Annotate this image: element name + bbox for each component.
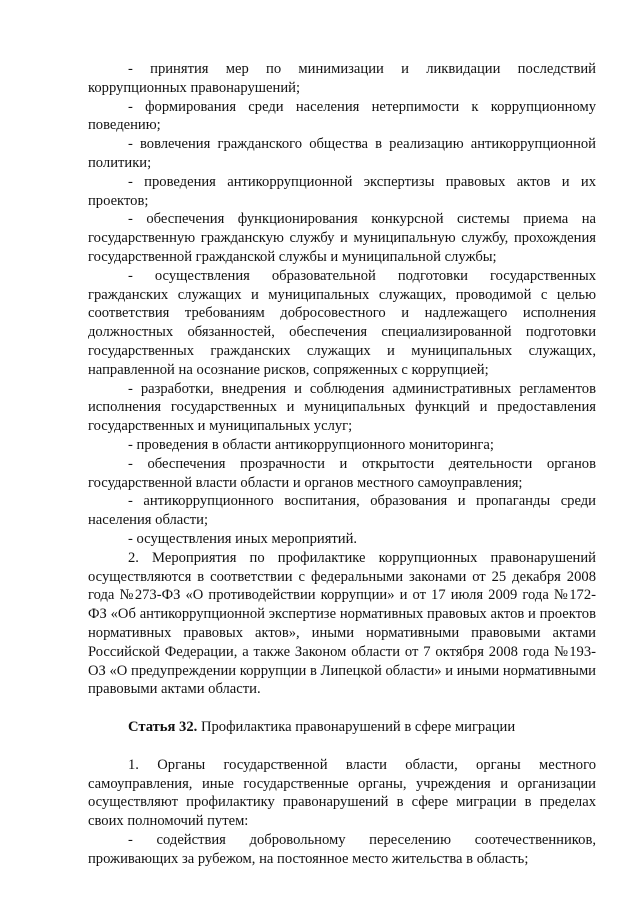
list-item: - антикоррупционного воспитания, образования и пропаганды среди населения области; (88, 493, 596, 529)
list-item: - содействия добровольному переселению соотечественников, проживающих за рубежом, на постоянное место жительства в область; (88, 832, 596, 867)
article-label: Статья 32. (128, 719, 198, 736)
list-item: - обеспечения функционирования конкурсной системы приема на государственную гражданскую службу и муниципальную службу, прохождения государственной гражданской службы и муниципальной службы; (88, 211, 596, 265)
list-item: - разработки, внедрения и соблюдения административных регламентов исполнения государственных и муниципальных функций и предоставления государственных и муниципальных услуг; (88, 380, 596, 435)
list-item: - вовлечения гражданского общества в реализацию антикоррупционной политики; (88, 136, 596, 171)
list-item: - осуществления образовательной подготовки государственных гражданских служащих и муниципальных служащих, проводимой с целью соответствия требованиям добросовестного и надлежащего исполнения должностных обязанностей, обеспечения специализированной подготовки государственных гражданских служащих и муниципальных служащих, направленной на осознание рисков, сопряженных с коррупцией; (88, 267, 596, 378)
article-heading (88, 718, 596, 737)
list-item: - принятия мер по минимизации и ликвидации последствий коррупционных правонарушений; (88, 61, 596, 96)
list-item: - формирования среди населения нетерпимости к коррупционному поведению; (88, 98, 596, 134)
article-title: Профилактика правонарушений в сфере миграции (200, 719, 516, 736)
paragraph-2: 2. Мероприятия по профилактике коррупционных правонарушений осуществляются в соответствии с федеральными законами от 25 декабря 2008 года №273-ФЗ «О противодействии коррупции» и от 17 июля 2009 года №172-ФЗ «Об антикоррупционной экспертизе нормативных правовых актов и проектов нормативных правовых актов», иными нормативными правовыми актами Российской Федерации, а также Законом области от 7 октября 2008 года №193-ОЗ «О предупреждении коррупции в Липецкой области» и иными нормативными правовыми актами области. (88, 549, 596, 698)
list-item: - проведения в области антикоррупционного мониторинга; (128, 436, 494, 453)
list-item: - обеспечения прозрачности и открытости деятельности органов государственной власти области и органов местного самоуправления; (88, 455, 596, 491)
list-item: - осуществления иных мероприятий. (128, 530, 358, 547)
document-page (88, 60, 596, 869)
article-paragraph-1: 1. Органы государственной власти области, органы местного самоуправления, иные государственные органы, учреждения и организации осуществляют профилактику правонарушений в сфере миграции в пределах своих полномочий путем: (88, 756, 596, 830)
list-item: - проведения антикоррупционной экспертизы правовых актов и их проектов; (88, 173, 596, 209)
